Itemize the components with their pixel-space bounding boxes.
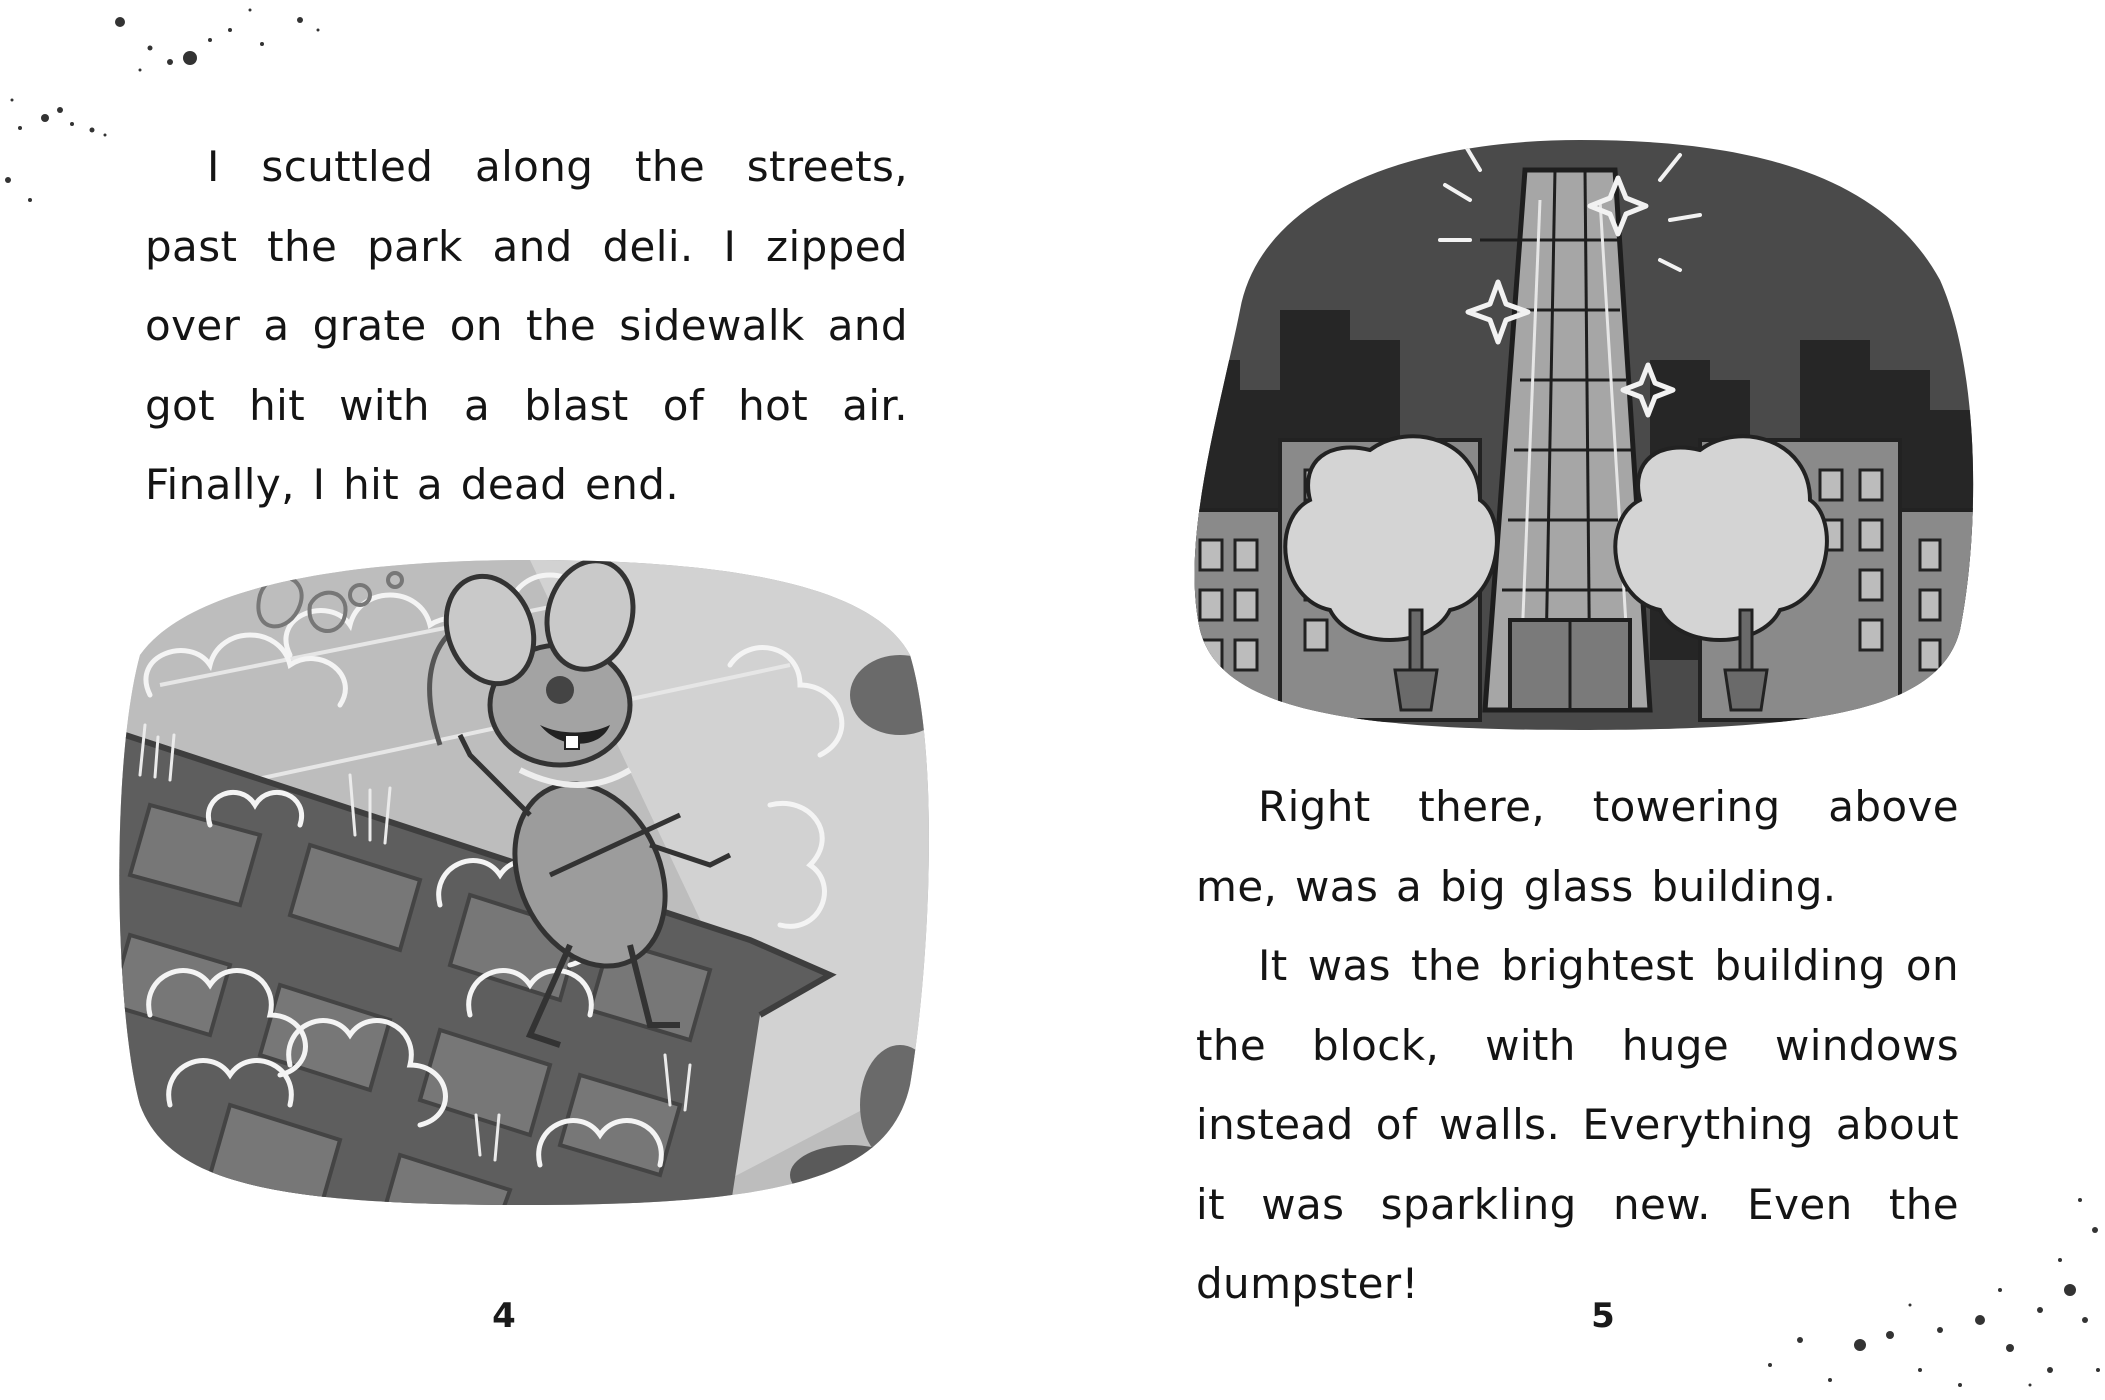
page-number-left: 4 — [492, 1296, 516, 1336]
right-page-paragraph-2 — [1196, 926, 1959, 1324]
left-page-paragraph-text: I scuttled along the streets, past the park and deli. I zipped over a grate on the sidewalk and got hit with a blast of hot air. Finally, I hit a dead end. — [145, 142, 908, 509]
right-page-paragraph-1 — [1196, 767, 1959, 926]
right-page-paragraph-2-text: It was the brightest building on the block, with huge windows instead of walls. Everything about it was sparkling new. Even the dumpster! — [1196, 941, 1959, 1308]
right-page-paragraph-1-text: Right there, towering above me, was a big glass building. — [1196, 782, 1959, 911]
right-page — [1052, 0, 2105, 1400]
left-page — [0, 0, 1052, 1400]
grate-steam-mouse-illustration — [110, 545, 940, 1210]
right-page-text — [1196, 767, 1959, 1324]
page-number-right: 5 — [1591, 1296, 1615, 1336]
left-page-paragraph — [145, 127, 908, 525]
glass-building-illustration — [1180, 110, 1980, 740]
